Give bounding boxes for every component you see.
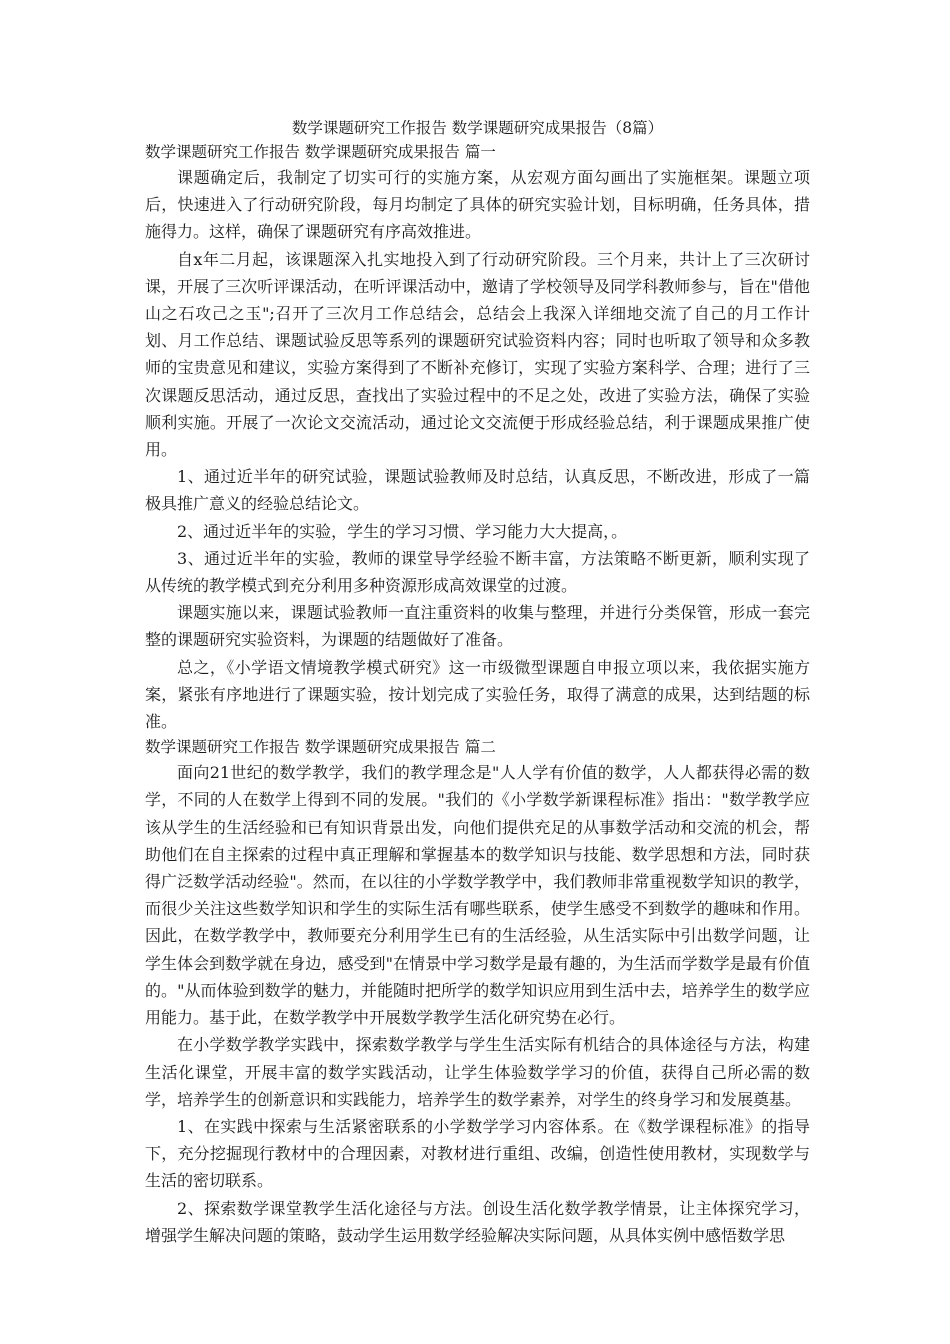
section-1 — [145, 140, 810, 735]
paragraph: 2、通过近半年的实验，学生的学习习惯、学习能力大大提高，。 — [177, 521, 628, 541]
paragraph: 3、通过近半年的实验，教师的课堂导学经验不断丰富，方法策略不断更新，顺利实现了从传统的教学模式到充分利用多种资源形成高效课堂的过渡。 — [145, 548, 810, 596]
paragraph: 课题实施以来，课题试验教师一直注重资料的收集与整理，并进行分类保管，形成一套完整的课题研究实验资料，为课题的结题做好了准备。 — [145, 603, 810, 650]
paragraph: 自x年二月起，该课题深入扎实地投入到了行动研究阶段。三个月来，共计上了三次研讨课，开展了三次听评课活动，在听评课活动中，邀请了学校领导及同学科教师参与，旨在"借他山之石攻己之玉";召开了三次月工作总结会，总结会上我深入详细地交流了自己的月工作计划、月工作总结、课题试验反思等系列的课题研究试验资料内容；同时也听取了领导和众多教师的宝贵意见和建议，实验方案得到了不断补充修订，实现了实验方案科学、合理；进行了三次课题反思活动，通过反思，查找出了实验过程中的不足之处，改进了实验方法，确保了实验顺利实施。开展了一次论文交流活动，通过论文交流便于形成经验总结，利于课题成果推广使用。 — [145, 249, 810, 460]
paragraph: 课题确定后，我制定了切实可行的实施方案，从宏观方面勾画出了实施框架。课题立项后，快速进入了行动研究阶段，每月均制定了具体的研究实验计划，目标明确，任务具体，措施得力。这样，确保了课题研究有序高效推进。 — [145, 168, 810, 242]
paragraph: 1、在实践中探索与生活紧密联系的小学数学学习内容体系。在《数学课程标准》的指导下，充分挖掘现行教材中的合理因素，对教材进行重组、改编，创造性使用教材，实现数学与生活的密切联系。 — [145, 1116, 810, 1191]
paragraph: 2、探索数学课堂教学生活化途径与方法。创设生活化数学教学情景，让主体探究学习，增强学生解决问题的策略，鼓动学生运用数学经验解决实际问题，从具体实例中感悟数学思 — [145, 1198, 810, 1245]
document-title: 数学课题研究工作报告 数学课题研究成果报告（8篇） — [291, 119, 664, 137]
paragraph: 总之，《小学语文情境教学模式研究》这一市级微型课题自申报立项以来，我依据实施方案，紧张有序地进行了课题实验，按计划完成了实验任务，取得了满意的成果，达到结题的标准。 — [145, 657, 810, 732]
document-page — [145, 116, 810, 1249]
paragraph: 1、通过近半年的研究试验，课题试验教师及时总结，认真反思，不断改进，形成了一篇极具推广意义的经验总结论文。 — [145, 467, 810, 514]
paragraph: 面向21世纪的数学教学，我们的教学理念是"人人学有价值的数学，人人都获得必需的数学，不同的人在数学上得到不同的发展。"我们的《小学数学新课程标准》指出："数学教学应该从学生的生活经验和已有知识背景出发，向他们提供充足的从事数学活动和交流的机会，帮助他们在自主探索的过程中真正理解和掌握基本的数学知识与技能、数学思想和方法，同时获得广泛数学活动经验"。然而，在以往的小学数学教学中，我们教师非常重视数学知识的教学，而很少关注这些数学知识和学生的实际生活有哪些联系，使学生感受不到数学的趣味和作用。因此，在数学教学中，教师要充分利用学生已有的生活经验，从生活实际中引出数学问题，让学生体会到数学就在身边，感受到"在情景中学习数学是最有趣的，为生活而学数学是最有价值的。"从而体验到数学的魅力，并能随时把所学的数学知识应用到生活中去，培养学生的数学应用能力。基于此，在数学教学中开展数学教学生活化研究势在必行。 — [145, 763, 810, 1028]
paragraph: 在小学数学教学实践中，探索数学教学与学生生活实际有机结合的具体途径与方法，构建生活化课堂，开展丰富的数学实践活动，让学生体验数学学习的价值，获得自己所必需的数学，培养学生的创新意识和实践能力，培养学生的数学素养，对学生的终身学习和发展奠基。 — [145, 1035, 810, 1109]
section-2 — [145, 735, 810, 1249]
section-heading: 数学课题研究工作报告 数学课题研究成果报告 篇一 — [145, 143, 496, 161]
section-heading: 数学课题研究工作报告 数学课题研究成果报告 篇二 — [145, 738, 496, 757]
